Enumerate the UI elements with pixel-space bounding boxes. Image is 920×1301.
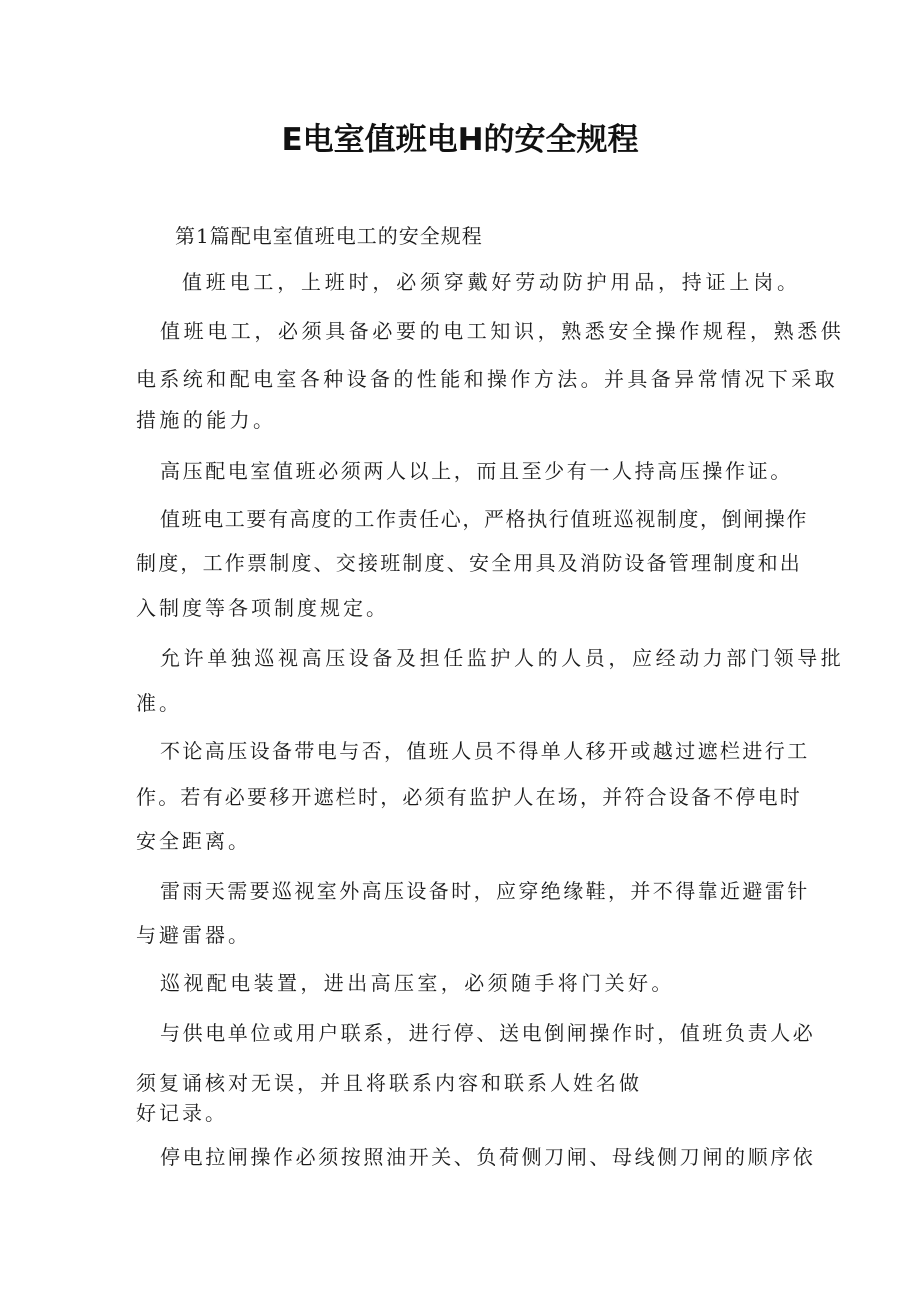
section-heading: 第1篇配电室值班电工的安全规程 (175, 224, 483, 248)
paragraph-line: 停电拉闸操作必须按照油开关、负荷侧刀闸、母线侧刀闸的顺序依 (160, 1145, 816, 1169)
paragraph-line: 值班电工，必须具备必要的电工知识，熟悉安全操作规程，熟悉供 (160, 319, 845, 343)
paragraph-line: 允许单独巡视高压设备及担任监护人的人员，应经动力部门领导批 (160, 646, 845, 670)
paragraph-line: 入制度等各项制度规定。 (136, 596, 389, 620)
paragraph-line: 与避雷器。 (136, 923, 251, 947)
paragraph-line: 值班电工，上班时，必须穿戴好劳动防护用品，持证上岗。 (182, 270, 801, 294)
paragraph-line: 值班电工要有高度的工作责任心，严格执行值班巡视制度，倒闸操作 (160, 507, 808, 531)
paragraph-line: 安全距离。 (136, 829, 251, 853)
paragraph-line: 须复诵核对无误，并且将联系内容和联系人姓名做 (136, 1071, 642, 1095)
paragraph-line: 作。若有必要移开遮栏时，必须有监护人在场，并符合设备不停电时 (136, 785, 802, 809)
paragraph-line: 高压配电室值班必须两人以上，而且至少有一人持高压操作证。 (160, 459, 793, 483)
paragraph-line: 电系统和配电室各种设备的性能和操作方法。并具备异常情况下采取 (136, 367, 838, 391)
paragraph-line: 准。 (136, 691, 182, 715)
paragraph-line: 巡视配电装置，进出高压室，必须随手将门关好。 (160, 971, 675, 995)
paragraph-line: 雷雨天需要巡视室外高压设备时，应穿绝缘鞋，并不得靠近避雷针 (160, 879, 810, 903)
paragraph-line: 制度，工作票制度、交接班制度、安全用具及消防设备管理制度和出 (136, 551, 802, 575)
paragraph-line: 与供电单位或用户联系，进行停、送电倒闸操作时，值班负责人必 (160, 1021, 816, 1045)
document-title: E电室值班电H的安全规程 (281, 122, 639, 158)
paragraph-line: 不论高压设备带电与否，值班人员不得单人移开或越过遮栏进行工 (160, 739, 810, 763)
paragraph-line: 措施的能力。 (136, 408, 277, 432)
paragraph-line: 好记录。 (136, 1101, 228, 1125)
